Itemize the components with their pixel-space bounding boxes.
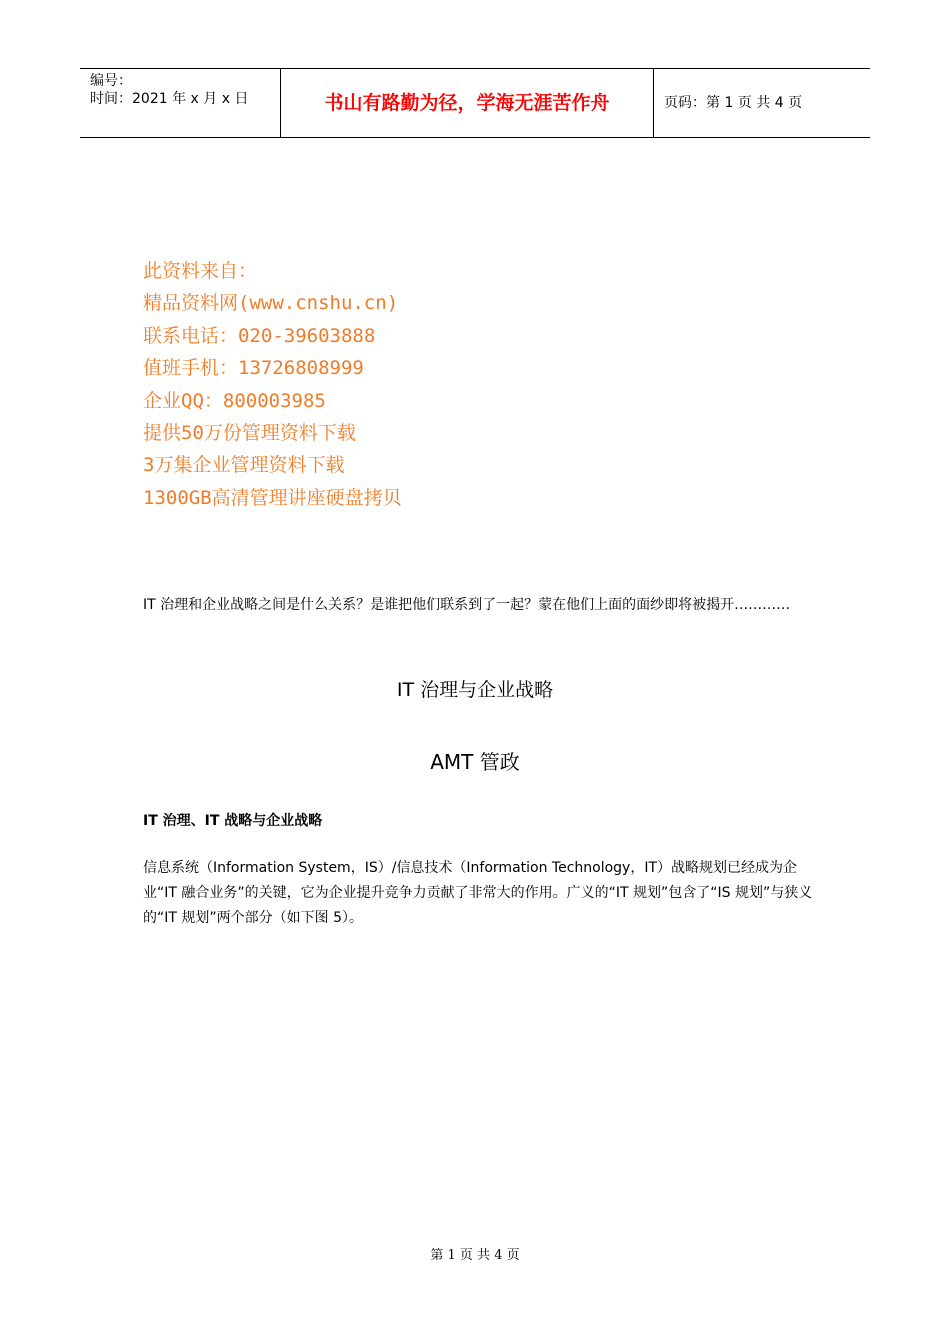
header-left-cell xyxy=(80,69,281,137)
ad-line: 值班手机：13726808999 xyxy=(143,357,364,380)
header-time-label: 时间：2021 年 x 月 x 日 xyxy=(90,91,249,107)
document-header xyxy=(80,68,870,138)
ad-line: 企业QQ：800003985 xyxy=(143,389,326,412)
ad-line: 3万集企业管理资料下载 xyxy=(143,454,345,477)
header-page-label: 页码：第 1 页 共 4 页 xyxy=(664,95,803,111)
header-page-cell xyxy=(654,69,870,137)
source-ad-block xyxy=(143,255,402,514)
ad-line: 1300GB高清管理讲座硬盘拷贝 xyxy=(143,486,402,509)
ad-line: 此资料来自： xyxy=(143,260,258,282)
intro-paragraph: IT 治理和企业战略之间是什么关系？是谁把他们联系到了一起？蒙在他们上面的面纱即将被揭开………… xyxy=(143,597,791,613)
ad-line: 提供50万份管理资料下载 xyxy=(143,422,356,445)
section-heading: IT 治理、IT 战略与企业战略 xyxy=(143,813,323,829)
header-code-label: 编号： xyxy=(90,73,132,89)
header-motto-cell xyxy=(281,69,654,137)
page-footer: 第 1 页 共 4 页 xyxy=(430,1248,520,1263)
document-author: AMT 管政 xyxy=(430,750,520,774)
ad-line: 精品资料网(www.cnshu.cn) xyxy=(143,292,399,315)
document-title: IT 治理与企业战略 xyxy=(396,679,554,701)
ad-line: 联系电话：020-39603888 xyxy=(143,324,376,347)
header-motto: 书山有路勤为径，学海无涯苦作舟 xyxy=(324,92,610,114)
body-paragraph: 信息系统（Information System，IS）/信息技术（Information Technology，IT）战略规划已经成为企业“IT 融合业务”的关键，它为企业提升竞争力贡献了非常大的作用。广义的“IT 规划”包含了“IS 规划”与狭义的“IT 规划”两个部分（如下图 5）。 xyxy=(143,860,813,926)
